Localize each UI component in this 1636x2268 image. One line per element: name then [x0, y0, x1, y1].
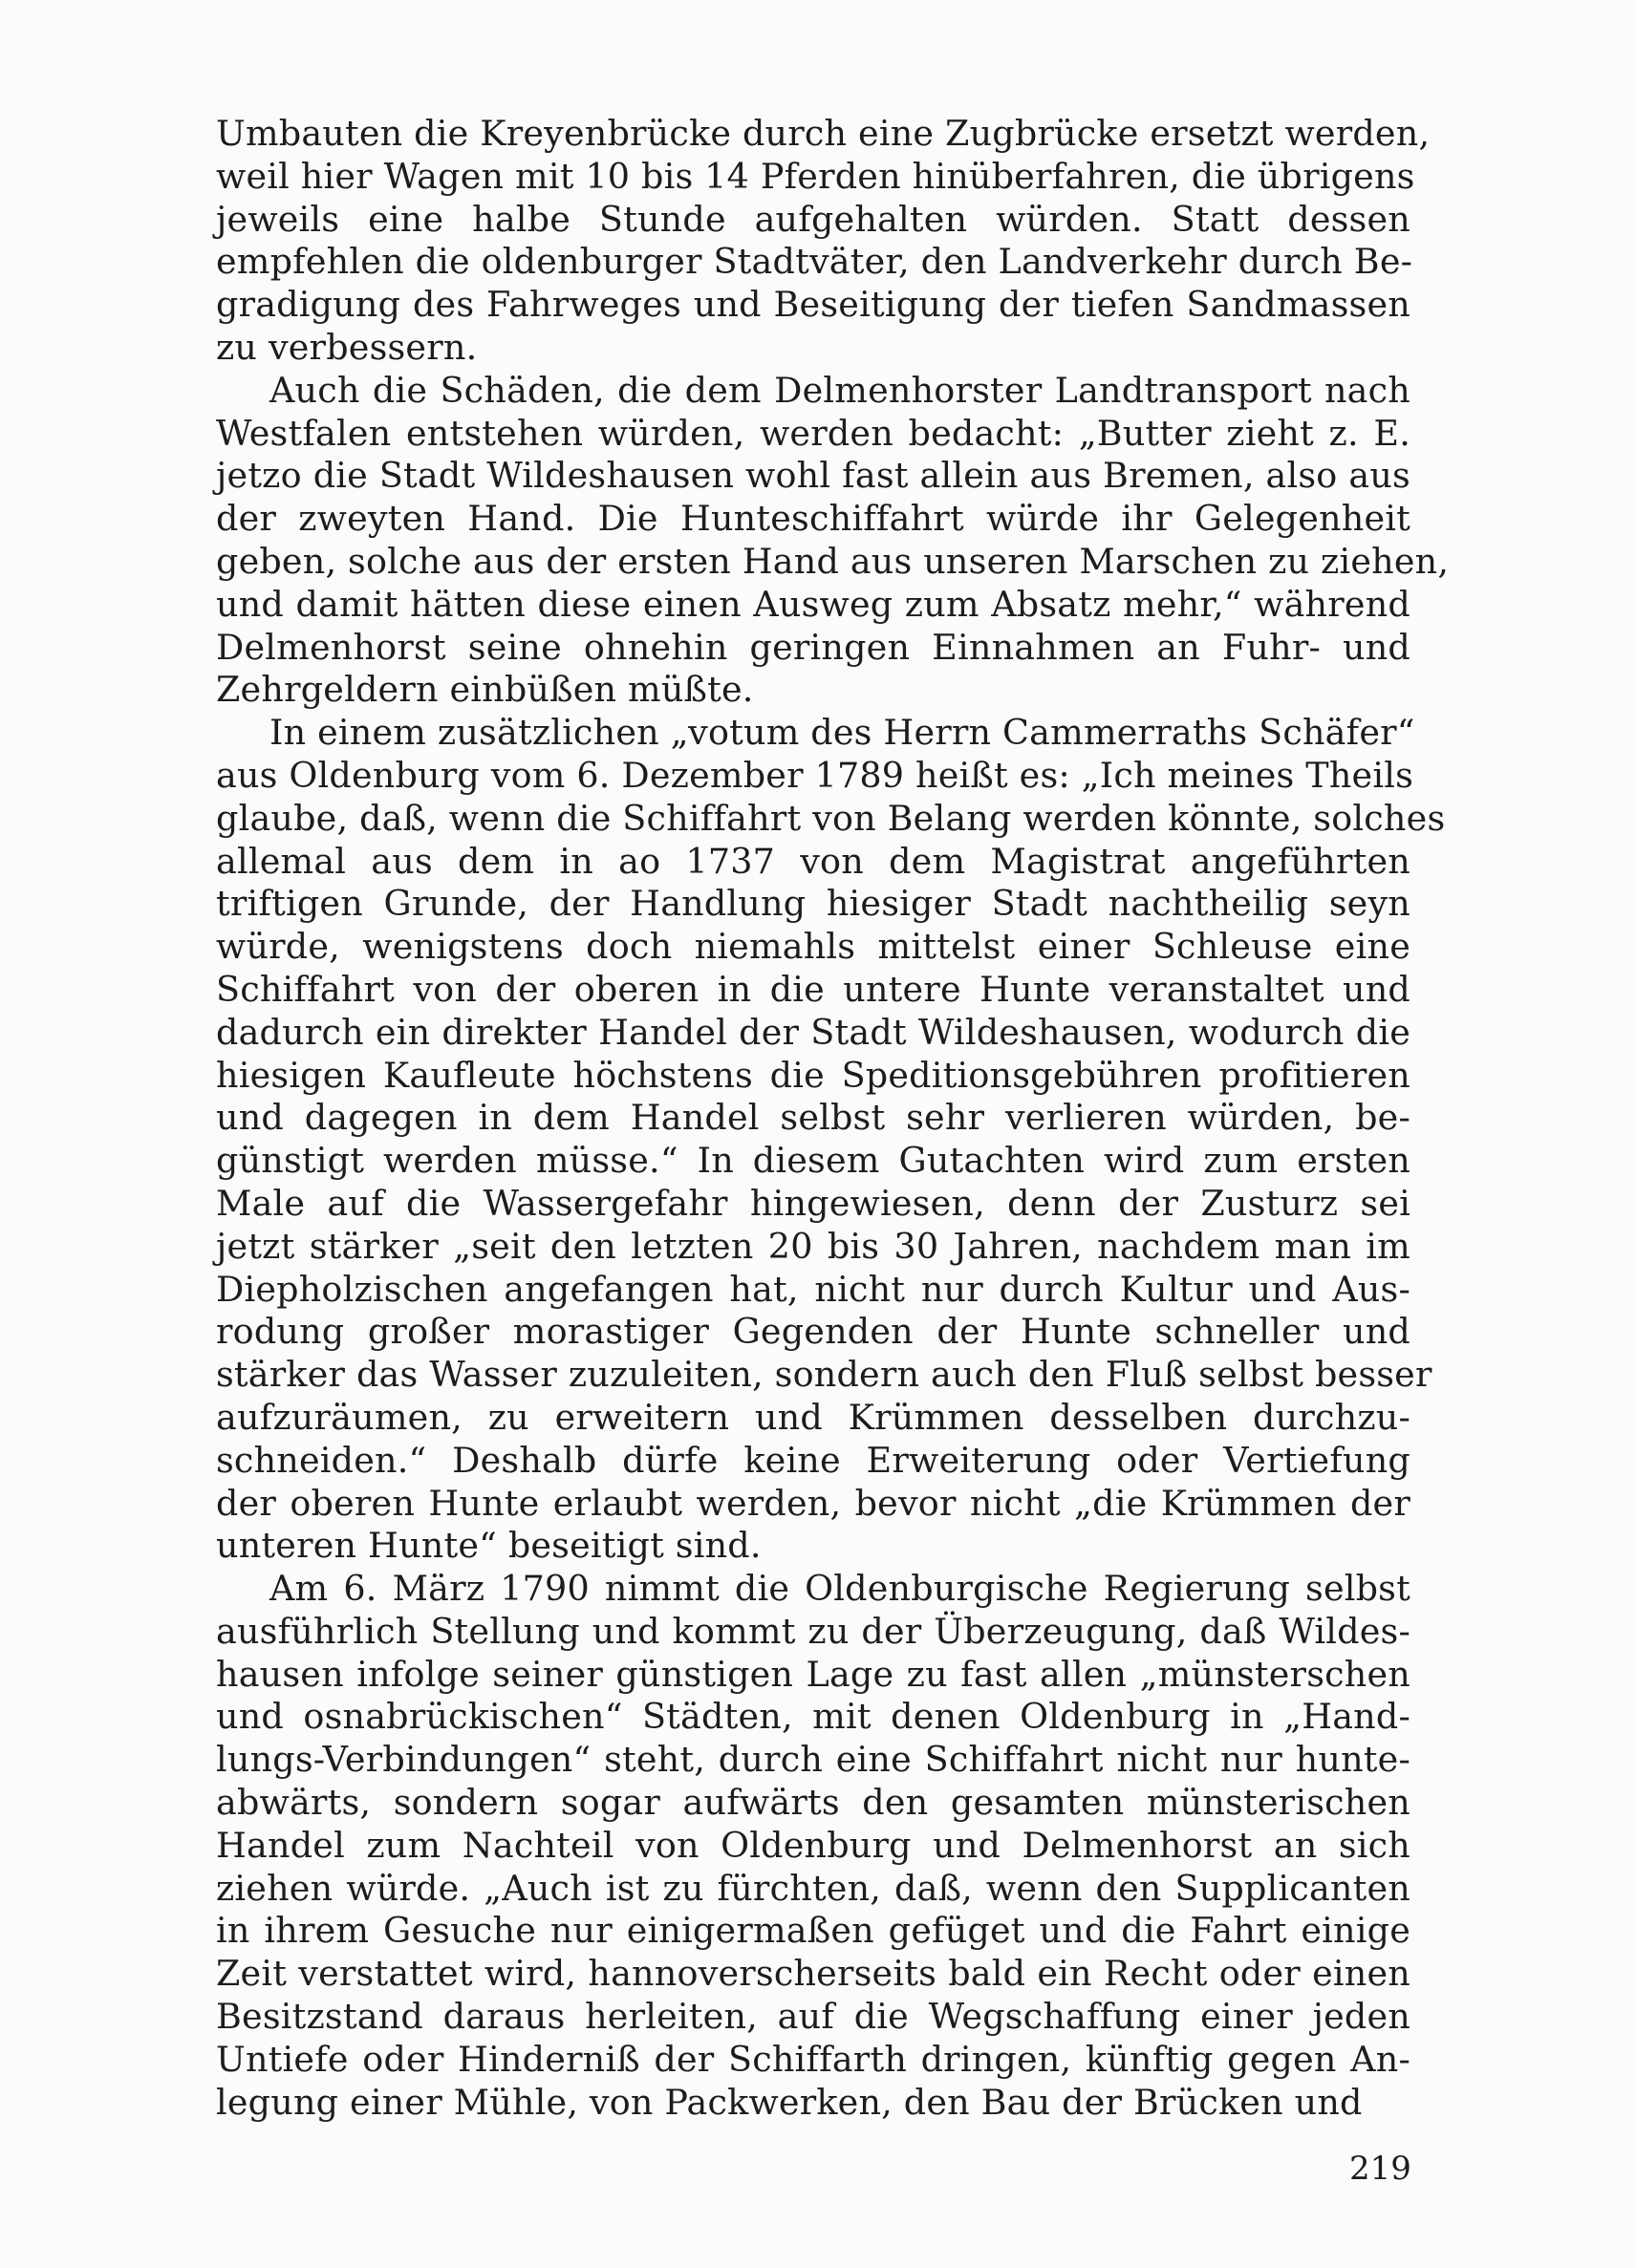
text-line: günstigt werden müsse.“ In diesem Gutachten wird zum ersten — [216, 1140, 1410, 1182]
text-line: Delmenhorst seine ohnehin geringen Einnahmen an Fuhr- und — [216, 626, 1410, 668]
text-line: unteren Hunte“ beseitigt sind. — [216, 1525, 762, 1567]
text-line: Auch die Schäden, die dem Delmenhorster Landtransport nach — [269, 369, 1410, 411]
text-line: allemal aus dem in ao 1737 von dem Magistrat angeführten — [216, 840, 1410, 882]
text-line: hiesigen Kaufleute höchstens die Speditionsgebühren profitieren — [216, 1054, 1410, 1096]
text-line: Am 6. März 1790 nimmt die Oldenburgische Regierung selbst — [269, 1568, 1410, 1610]
paragraph — [216, 113, 1431, 370]
text-line: abwärts, sondern sogar aufwärts den gesamten münsterischen — [216, 1782, 1410, 1824]
text-line: In einem zusätzlichen „votum des Herrn Cammerraths Schäfer“ — [269, 712, 1415, 754]
text-line: schneiden.“ Deshalb dürfe keine Erweiterung oder Vertiefung — [216, 1439, 1410, 1481]
text-line: würde, wenigstens doch niemahls mittelst einer Schleuse eine — [216, 926, 1410, 968]
text-line: weil hier Wagen mit 10 bis 14 Pferden hinüberfahren, die übrigens — [216, 155, 1415, 197]
text-line: glaube, daß, wenn die Schiffahrt von Belang werden könnte, solches — [216, 797, 1446, 839]
text-line: in ihrem Gesuche nur einigermaßen gefüget und die Fahrt einige — [216, 1910, 1410, 1952]
text-line: empfehlen die oldenburger Stadtväter, den Landverkehr durch Be- — [216, 241, 1413, 283]
text-line: stärker das Wasser zuzuleiten, sondern auch den Fluß selbst besser — [216, 1354, 1432, 1396]
paragraph — [216, 712, 1446, 1568]
text-line: aus Oldenburg vom 6. Dezember 1789 heißt es: „Ich meines Theils — [216, 754, 1414, 796]
text-line: Handel zum Nachteil von Oldenburg und Delmenhorst an sich — [216, 1824, 1410, 1866]
text-line: zu verbessern. — [216, 326, 478, 368]
text-line: Umbauten die Kreyenbrücke durch eine Zugbrücke ersetzt werden, — [216, 113, 1431, 154]
text-line: und damit hätten diese einen Ausweg zum Absatz mehr,“ während — [216, 583, 1410, 625]
paragraph — [216, 1568, 1410, 2124]
text-line: Male auf die Wassergefahr hingewiesen, denn der Zusturz sei — [216, 1182, 1410, 1224]
text-line: Diepholzischen angefangen hat, nicht nur durch Kultur und Aus- — [216, 1268, 1410, 1310]
page-number: 219 — [1349, 2150, 1411, 2188]
text-line: jetzo die Stadt Wildeshausen wohl fast allein aus Bremen, also aus — [216, 455, 1410, 497]
text-line: der zweyten Hand. Die Hunteschiffahrt würde ihr Gelegenheit — [216, 498, 1410, 540]
paragraph — [216, 369, 1450, 712]
text-line: rodung großer morastiger Gegenden der Hunte schneller und — [216, 1311, 1410, 1353]
text-line: Untiefe oder Hinderniß der Schiffarth dringen, künftig gegen An- — [216, 2038, 1410, 2080]
text-line: ziehen würde. „Auch ist zu fürchten, daß, wenn den Supplicanten — [216, 1867, 1410, 1909]
text-line: jetzt stärker „seit den letzten 20 bis 30 Jahren, nachdem man im — [216, 1225, 1410, 1267]
text-line: Besitzstand daraus herleiten, auf die Wegschaffung einer jeden — [216, 1996, 1410, 2038]
text-line: und osnabrückischen“ Städten, mit denen Oldenburg in „Hand- — [216, 1696, 1410, 1738]
text-line: Schiffahrt von der oberen in die untere Hunte veranstaltet und — [216, 968, 1410, 1010]
text-line: legung einer Mühle, von Packwerken, den Bau der Brücken und — [216, 2081, 1363, 2123]
text-line: gradigung des Fahrweges und Beseitigung der tiefen Sandmassen — [216, 284, 1410, 326]
text-line: triftigen Grunde, der Handlung hiesiger Stadt nachtheilig seyn — [216, 883, 1410, 925]
text-line: jeweils eine halbe Stunde aufgehalten würden. Statt dessen — [216, 198, 1410, 240]
text-line: geben, solche aus der ersten Hand aus unseren Marschen zu ziehen, — [216, 540, 1450, 582]
text-line: der oberen Hunte erlaubt werden, bevor nicht „die Krümmen der — [216, 1482, 1410, 1524]
text-line: lungs-Verbindungen“ steht, durch eine Schiffahrt nicht nur hunte- — [216, 1739, 1410, 1781]
text-line: dadurch ein direkter Handel der Stadt Wildeshausen, wodurch die — [216, 1011, 1410, 1053]
text-line: Westfalen entstehen würden, werden bedacht: „Butter zieht z. E. — [216, 412, 1410, 454]
text-line: Zeit verstattet wird, hannoverscherseits bald ein Recht oder einen — [216, 1953, 1410, 1995]
text-line: aufzuräumen, zu erweitern und Krümmen desselben durchzu- — [216, 1396, 1410, 1438]
text-line: hausen infolge seiner günstigen Lage zu fast allen „münsterschen — [216, 1653, 1410, 1695]
text-line: Zehrgeldern einbüßen müßte. — [216, 669, 754, 711]
text-line: ausführlich Stellung und kommt zu der Überzeugung, daß Wildes- — [216, 1610, 1410, 1652]
body-text — [216, 113, 1450, 2124]
text-line: und dagegen in dem Handel selbst sehr verlieren würden, be- — [216, 1097, 1410, 1139]
